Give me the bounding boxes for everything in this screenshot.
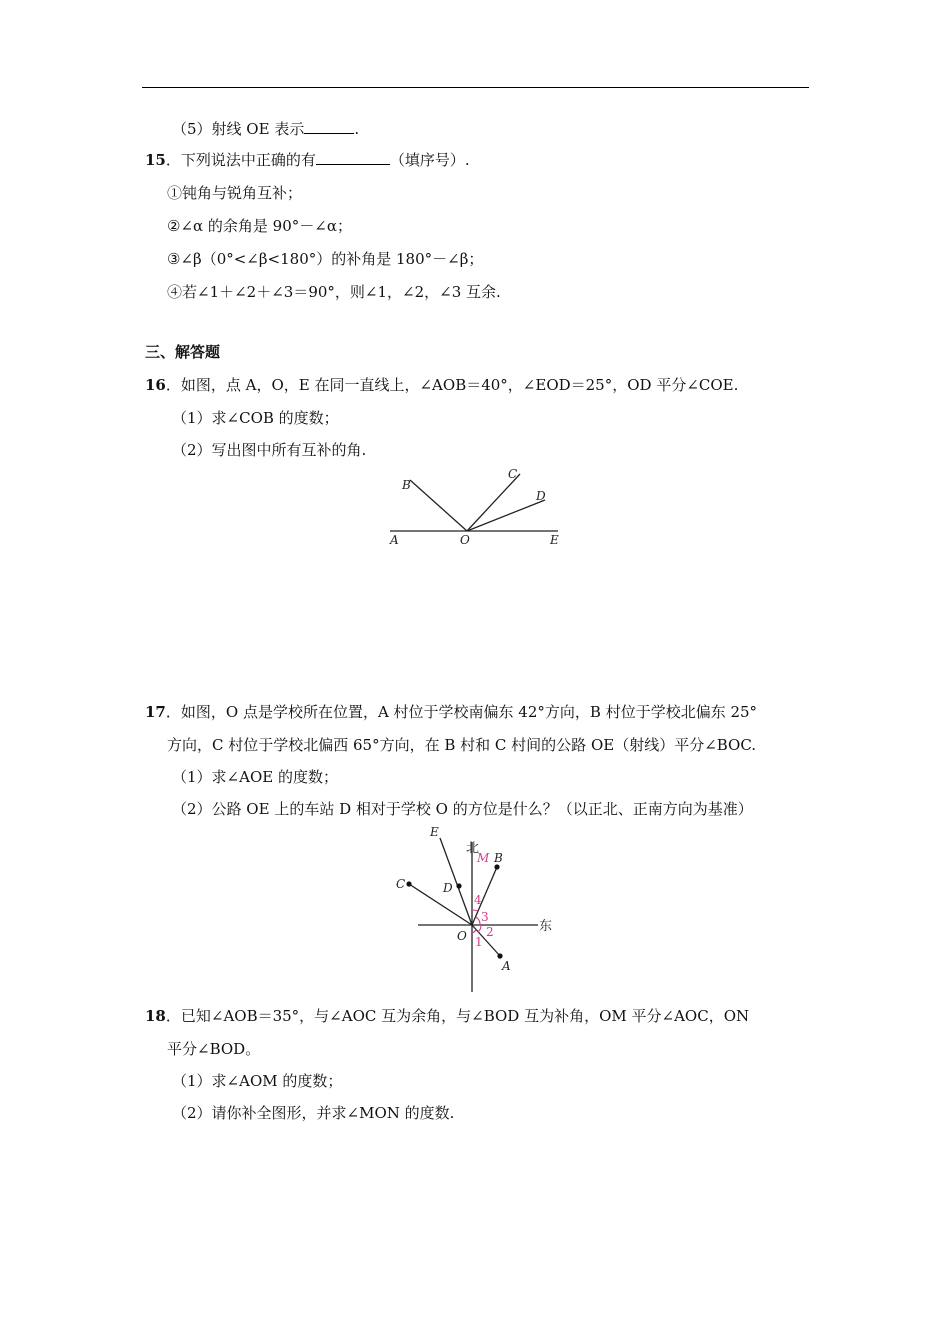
q16-part-1: （1）求∠COB 的度数； [172,409,339,427]
q15-stem [145,149,470,170]
label-B: B [402,478,411,492]
q14-item5-end: . [354,120,360,138]
q16-stem [145,375,738,395]
direction-east: 东 [539,919,553,934]
q15-option-4: ④若∠1＋∠2＋∠3＝90°，则∠1，∠2，∠3 互余. [167,283,501,301]
label-D: D [443,881,453,895]
angle-arc-4 [472,910,478,911]
answer-blank [304,118,354,134]
q15-stem-end: （填序号）. [389,151,470,169]
q14-item5 [172,118,359,139]
question-number: 16 [145,376,166,394]
q17-part-1: （1）求∠AOE 的度数； [172,768,338,786]
q18-stem-text: ．已知∠AOB＝35°，与∠AOC 互为余角，与∠BOD 互为补角，OM 平分∠AOC，ON [165,1007,750,1025]
label-D: D [536,489,546,503]
q18-stem-line2: 平分∠BOD。 [167,1040,261,1058]
ray-OC [467,474,520,531]
angle-label-4: 4 [474,893,482,907]
q15-option-2: ②∠α 的余角是 90°－∠α； [167,217,352,235]
q15-stem-text: ．下列说法中正确的有 [165,151,316,169]
ray-OB [410,480,467,531]
angle-label-3: 3 [481,910,489,924]
angle-arc-2 [478,925,481,932]
ray-OC [409,884,472,925]
ray-OD [467,500,545,531]
angle-label-2: 2 [486,925,494,939]
direction-north: 北 [466,841,480,856]
label-B: B [494,851,503,865]
question-number: 17 [145,703,166,721]
q17-stem-line2: 方向，C 村位于学校北偏西 65°方向，在 B 村和 C 村间的公路 OE（射线）平分∠BOC. [167,736,757,754]
answer-blank [316,149,390,165]
label-O: O [457,929,467,943]
question-number: 15 [145,151,166,169]
q17-stem-text: ．如图，O 点是学校所在位置，A 村位于学校南偏东 42°方向，B 村位于学校北偏东 25° [165,703,758,721]
point-D [456,883,461,888]
label-C: C [508,467,518,481]
label-E: E [550,533,559,547]
q18-part-1: （1）求∠AOM 的度数； [172,1072,343,1090]
q18-stem-line1 [145,1006,749,1026]
label-A: A [502,959,511,973]
question-number: 18 [145,1007,166,1025]
point-C [406,881,411,886]
q17-part-2: （2）公路 OE 上的车站 D 相对于学校 O 的方位是什么？（以正北、正南方向为基准） [172,800,753,818]
label-A: A [390,533,399,547]
angle-arc-3 [476,917,480,925]
label-E: E [430,825,439,839]
q16-figure [380,462,570,548]
point-B [494,864,499,869]
label-C: C [396,877,406,891]
q15-option-3: ③∠β（0°<∠β<180°）的补角是 180°－∠β； [167,250,484,268]
label-M: M [477,851,490,865]
q16-stem-text: ．如图，点 A，O，E 在同一直线上，∠AOB＝40°，∠EOD＝25°，OD 平分∠COE. [165,376,739,394]
q15-option-1: ①钝角与锐角互补； [167,184,303,202]
q16-part-2: （2）写出图中所有互补的角. [172,441,367,459]
point-A [497,953,502,958]
label-O: O [460,533,470,547]
section-heading: 三、解答题 [145,343,221,361]
angle-label-1: 1 [475,935,483,949]
header-rule [142,87,809,88]
q17-stem-line1 [145,702,757,722]
q17-figure [390,822,570,996]
q14-item5-text: （5）射线 OE 表示 [172,120,305,138]
q18-part-2: （2）请你补全图形，并求∠MON 的度数. [172,1104,455,1122]
